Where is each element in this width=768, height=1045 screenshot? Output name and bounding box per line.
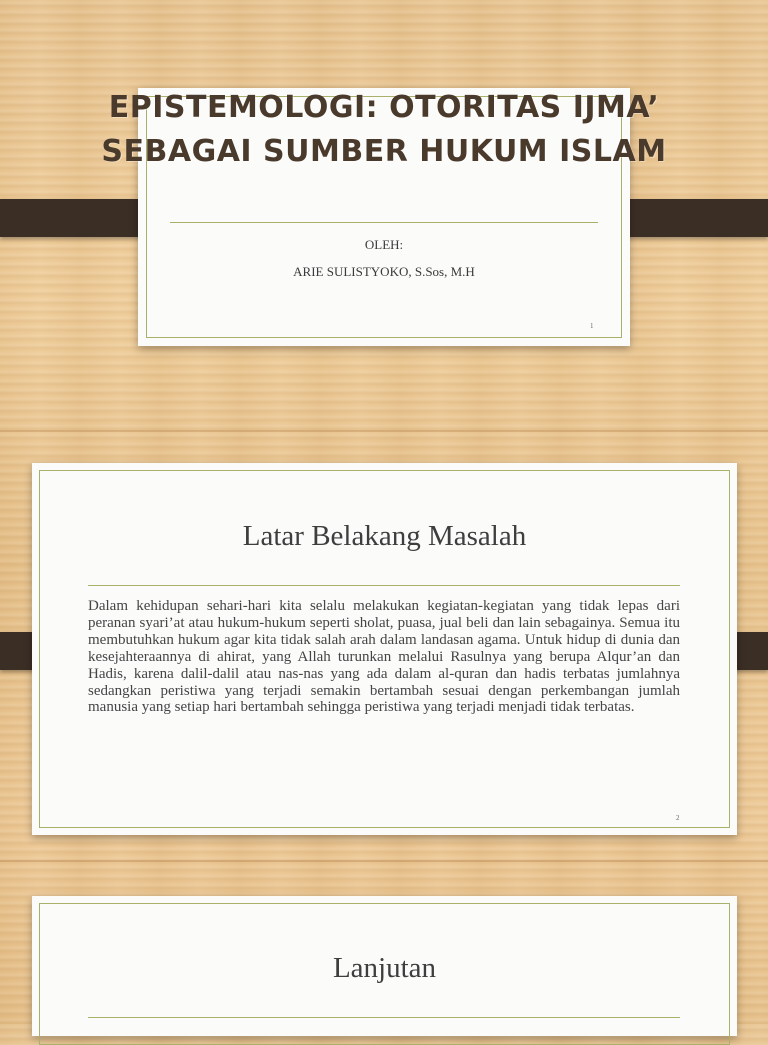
slide-1-title-line-1: EPISTEMOLOGI: OTORITAS IJMA’	[108, 90, 660, 125]
wood-seam	[0, 430, 768, 432]
slide-2-body: Dalam kehidupan sehari-hari kita selalu melakukan kegiatan-kegiatan yang tidak lepas dari peranan syari’at atau hukum-hukum seperti sholat, puasa, jual beli dan lain sebagainya. Semua itu membutuhkan hukum agar kita tidak salah arah dalam landasan agama. Untuk hidup di dunia dan kesejahteraannya di ahirat, yang Allah turunkan melalui Rasulnya yang berupa Alqur’an dan Hadis, karena dalil-dalil atau nas-nas yang ada dalam al-quran dan hadis terbatas jumlahnya sedangkan peristiwa yang terjadi semakin bertambah sesuai dengan perkembangan jumlah manusia yang setiap hari bertambah sehingga peristiwa yang terjadi menjadi tidak terbatas.	[88, 598, 680, 716]
slide-2-rule	[88, 585, 680, 586]
slide-3-title: Lanjutan	[332, 952, 437, 984]
slide-2-title: Latar Belakang Masalah	[242, 520, 527, 552]
slide-1-author: ARIE SULISTYOKO, S.Sos, M.H	[293, 264, 475, 279]
wood-seam	[0, 860, 768, 862]
slide-1-right-bar	[613, 199, 768, 237]
slide-1-title	[0, 86, 768, 174]
slide-1-byline: OLEH:	[364, 237, 404, 252]
slide-1-rule	[170, 222, 598, 223]
slide-3-rule	[88, 1017, 680, 1018]
slide-1-left-bar	[0, 199, 155, 237]
slide-1-page-number: 1	[590, 322, 594, 330]
slide-1-title-line-2: SEBAGAI SUMBER HUKUM ISLAM	[101, 134, 667, 169]
slide-2-page-number: 2	[676, 814, 680, 822]
